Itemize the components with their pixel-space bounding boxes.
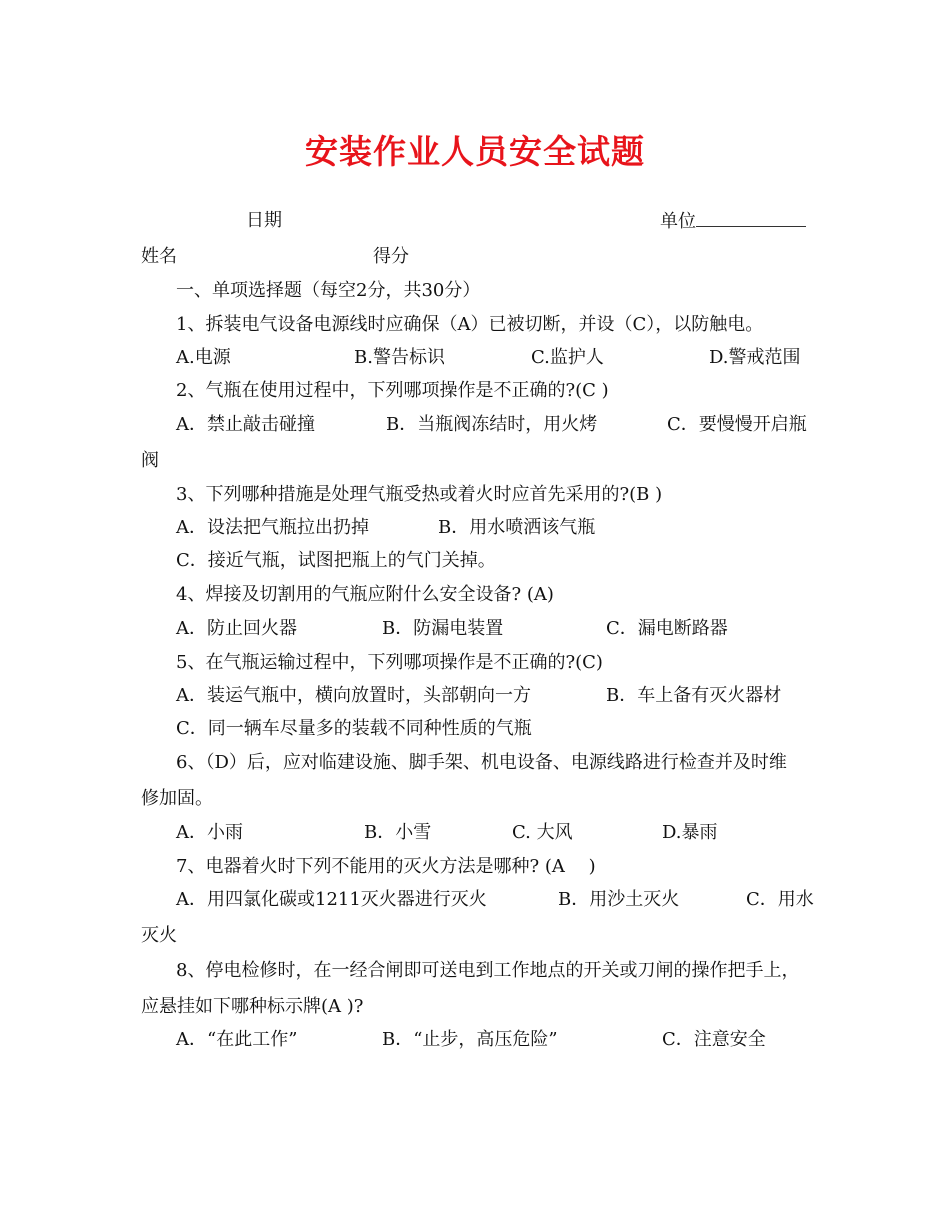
option: C. 大风 [512, 822, 573, 843]
option: B．当瓶阀冻结时，用火烤 [386, 414, 598, 435]
option: A.电源 [176, 347, 231, 368]
option: A．“在此工作” [176, 1029, 298, 1050]
option: C．漏电断路器 [606, 618, 728, 639]
option: A．防止回火器 [176, 618, 297, 639]
name-label: 姓名 [141, 246, 177, 267]
option: B．防漏电装置 [382, 618, 504, 639]
section-heading: 一、单项选择题（每空2分，共30分） [176, 280, 481, 301]
option: C.监护人 [531, 347, 604, 368]
option-continuation: 阀 [141, 450, 159, 471]
question-stem: 2、气瓶在使用过程中，下列哪项操作是不正确的?(C ) [176, 380, 609, 401]
score-label: 得分 [373, 246, 409, 267]
option: B．用沙土灭火 [558, 889, 680, 910]
option: C．同一辆车尽量多的装载不同种性质的气瓶 [176, 718, 532, 739]
question-stem: 3、下列哪种措施是处理气瓶受热或着火时应首先采用的?(B ) [176, 484, 663, 505]
option: B．小雪 [364, 822, 432, 843]
option: A．装运气瓶中，横向放置时，头部朝向一方 [176, 685, 531, 706]
question-stem: 1、拆装电气设备电源线时应确保（A）已被切断，并设（C），以防触电。 [176, 314, 764, 335]
question-stem: 8、停电检修时，在一经合闸即可送电到工作地点的开关或刀闸的操作把手上， [176, 960, 800, 981]
unit-field [660, 210, 806, 233]
document-title: 安装作业人员安全试题 [305, 132, 645, 171]
question-stem: 4、焊接及切割用的气瓶应附什么安全设备? (A) [176, 584, 554, 605]
question-stem: 5、在气瓶运输过程中，下列哪项操作是不正确的?(C) [176, 652, 603, 673]
unit-label: 单位 [660, 211, 696, 232]
unit-blank-line [696, 210, 806, 227]
date-label: 日期 [246, 210, 282, 231]
question-stem-continuation: 应悬挂如下哪种标示牌(A )? [141, 996, 364, 1017]
option: A．小雨 [176, 822, 243, 843]
option: D.警戒范围 [709, 347, 801, 368]
option: A．用四氯化碳或1211灭火器进行灭火 [176, 889, 487, 910]
option-continuation: 灭火 [141, 925, 177, 946]
option: B．“止步，高压危险” [382, 1029, 558, 1050]
option: C．用水 [746, 889, 814, 910]
option: A．禁止敲击碰撞 [176, 414, 315, 435]
option: D.暴雨 [662, 822, 718, 843]
option: C．注意安全 [662, 1029, 766, 1050]
question-stem: 7、电器着火时下列不能用的灭火方法是哪种? (A ) [176, 856, 596, 877]
option: B.警告标识 [354, 347, 445, 368]
option: B．车上备有灭火器材 [606, 685, 782, 706]
option: C．要慢慢开启瓶 [667, 414, 807, 435]
option: B．用水喷洒该气瓶 [438, 517, 596, 538]
question-stem-continuation: 修加固。 [141, 788, 213, 809]
option: C．接近气瓶，试图把瓶上的气门关掉。 [176, 550, 496, 571]
option: A．设法把气瓶拉出扔掉 [176, 517, 369, 538]
question-stem: 6、（D）后，应对临建设施、脚手架、机电设备、电源线路进行检查并及时维 [176, 752, 787, 773]
